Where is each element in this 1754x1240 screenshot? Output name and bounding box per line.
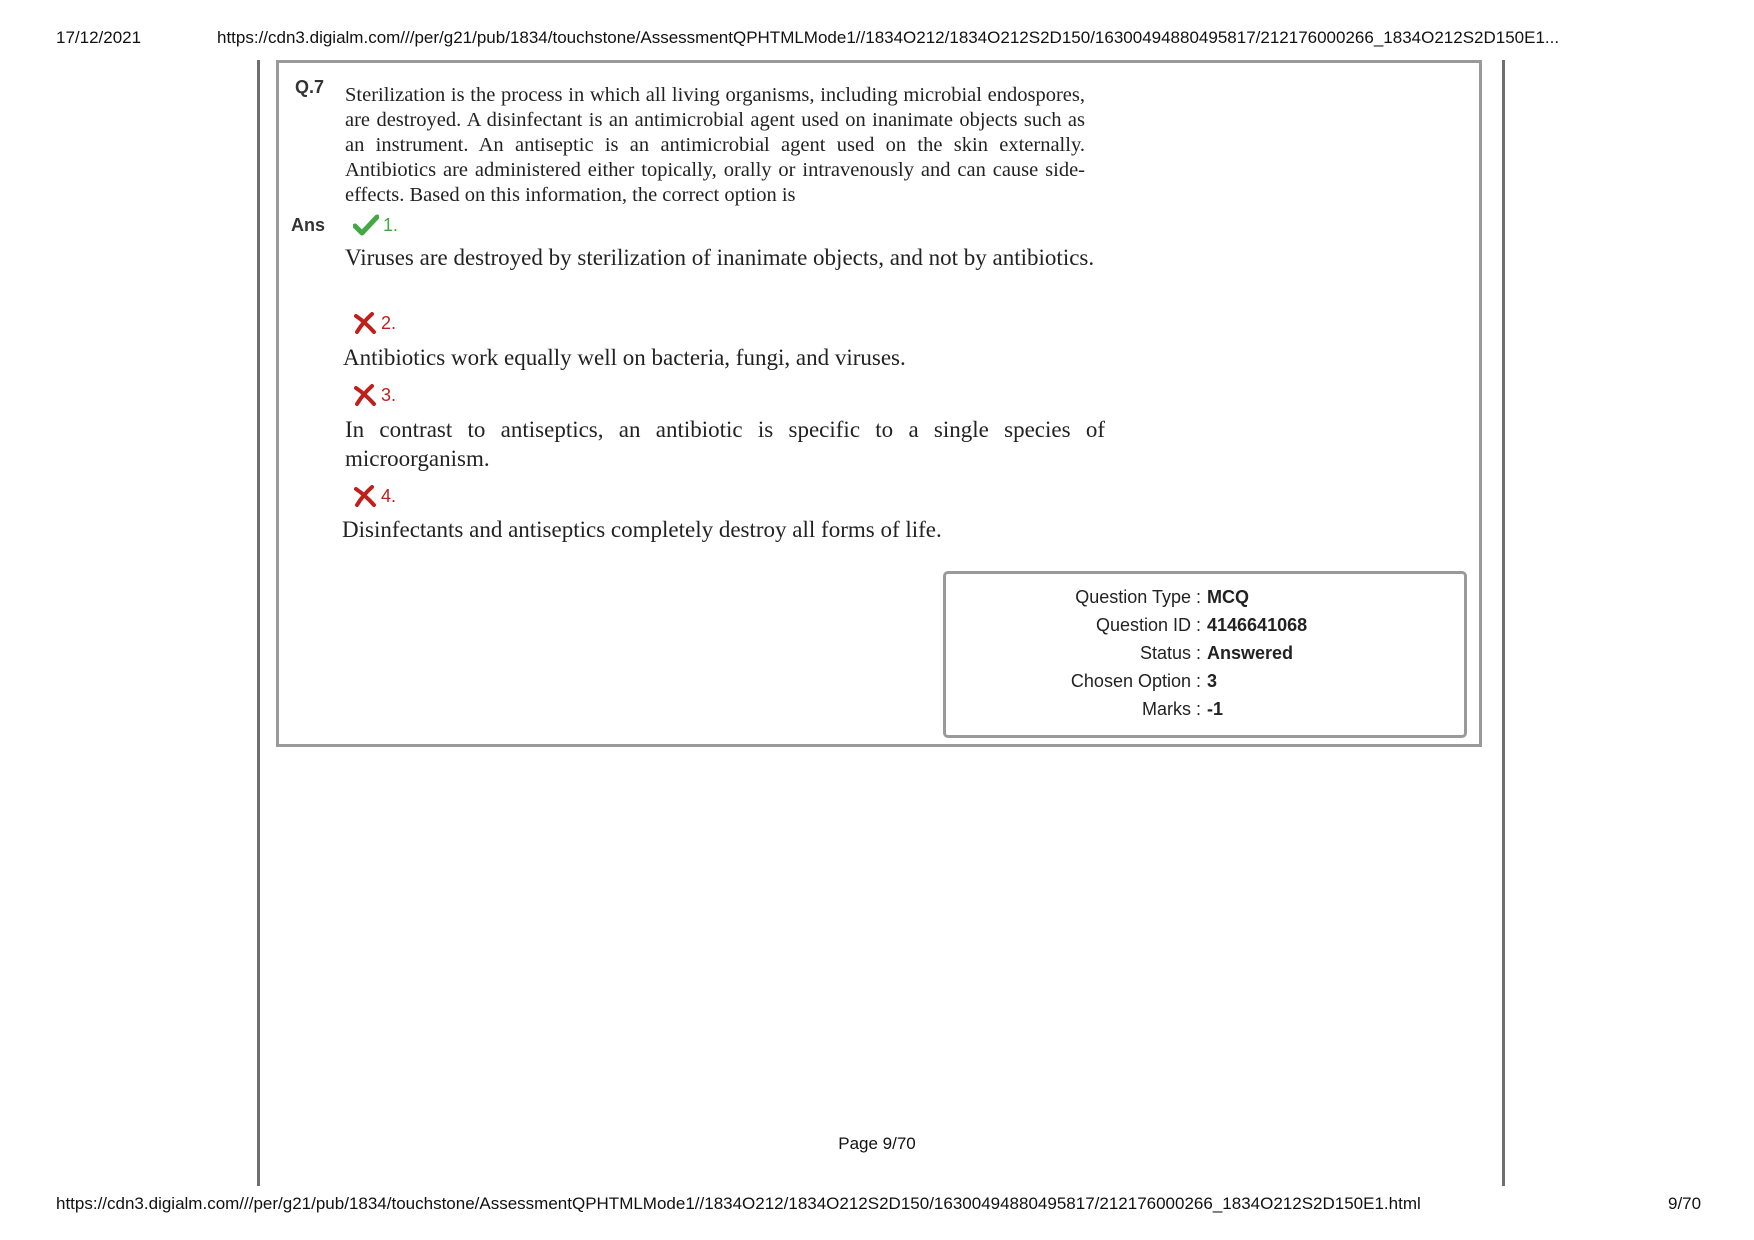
option-1-marker [353, 214, 398, 236]
option-4-text: Disinfectants and antiseptics completely destroy all forms of life. [342, 517, 942, 542]
info-row-marks [946, 699, 1466, 723]
option-1-text: Viruses are destroyed by sterilization of inanimate objects, and not by antibiotics. [345, 245, 1095, 270]
question-id-value: 4146641068 [1207, 615, 1308, 635]
info-row-question-type [946, 587, 1466, 611]
print-header-url: https://cdn3.digialm.com///per/g21/pub/1834/touchstone/AssessmentQPHTMLMode1//1834O212/1834O212S2D150/16300494880495817/212176000266_1834O212S2D150E1... [217, 28, 1560, 47]
question-text: Sterilization is the process in which all living organisms, including microbial endospores, are destroyed. A disinfectant is an antimicrobial agent used on inanimate objects such as an instrument. An antiseptic is an antimicrobial agent used on the skin externally. Antibiotics are administered either topically, orally or intravenously and can cause side-effects. Based on this information, the correct option is [345, 84, 1085, 206]
option-2-text: Antibiotics work equally well on bacteria, fungi, and viruses. [343, 345, 906, 370]
option-3-number: 3. [381, 384, 397, 405]
page-left-border [257, 60, 260, 1186]
option-1-number: 1. [383, 214, 399, 235]
option-2-marker [353, 312, 396, 334]
option-3-marker [353, 384, 396, 406]
option-4-marker [353, 485, 396, 507]
chosen-option-value: 3 [1207, 671, 1218, 691]
info-row-question-id [946, 615, 1466, 639]
question-number: Q.7 [295, 77, 325, 97]
cross-icon [353, 384, 377, 406]
cross-icon [353, 485, 377, 507]
print-date: 17/12/2021 [56, 28, 142, 47]
status-value: Answered [1207, 643, 1294, 663]
answer-label: Ans [291, 215, 326, 235]
option-3-text: In contrast to antiseptics, an antibiotic is specific to a single species of microorganism. [345, 417, 1105, 471]
marks-value: -1 [1207, 699, 1224, 719]
option-4-number: 4. [381, 485, 397, 506]
status-label: Status : [1139, 643, 1201, 663]
page-right-border [1502, 60, 1505, 1186]
chosen-option-label: Chosen Option : [1070, 671, 1201, 691]
info-row-chosen-option [946, 671, 1466, 695]
question-info-box [943, 571, 1467, 738]
info-row-status [946, 643, 1466, 667]
question-type-label: Question Type : [1075, 587, 1201, 607]
print-footer-url: https://cdn3.digialm.com///per/g21/pub/1834/touchstone/AssessmentQPHTMLMode1//1834O212/1834O212S2D150/16300494880495817/212176000266_1834O212S2D150E1.html [56, 1194, 1421, 1213]
print-footer-page: 9/70 [1668, 1194, 1702, 1213]
question-id-label: Question ID : [1095, 615, 1201, 635]
question-panel [276, 60, 1482, 747]
check-icon [353, 214, 379, 236]
question-type-value: MCQ [1207, 587, 1249, 607]
cross-icon [353, 312, 377, 334]
marks-label: Marks : [1141, 699, 1201, 719]
page-number: Page 9/70 [838, 1134, 916, 1153]
option-2-number: 2. [381, 312, 397, 333]
